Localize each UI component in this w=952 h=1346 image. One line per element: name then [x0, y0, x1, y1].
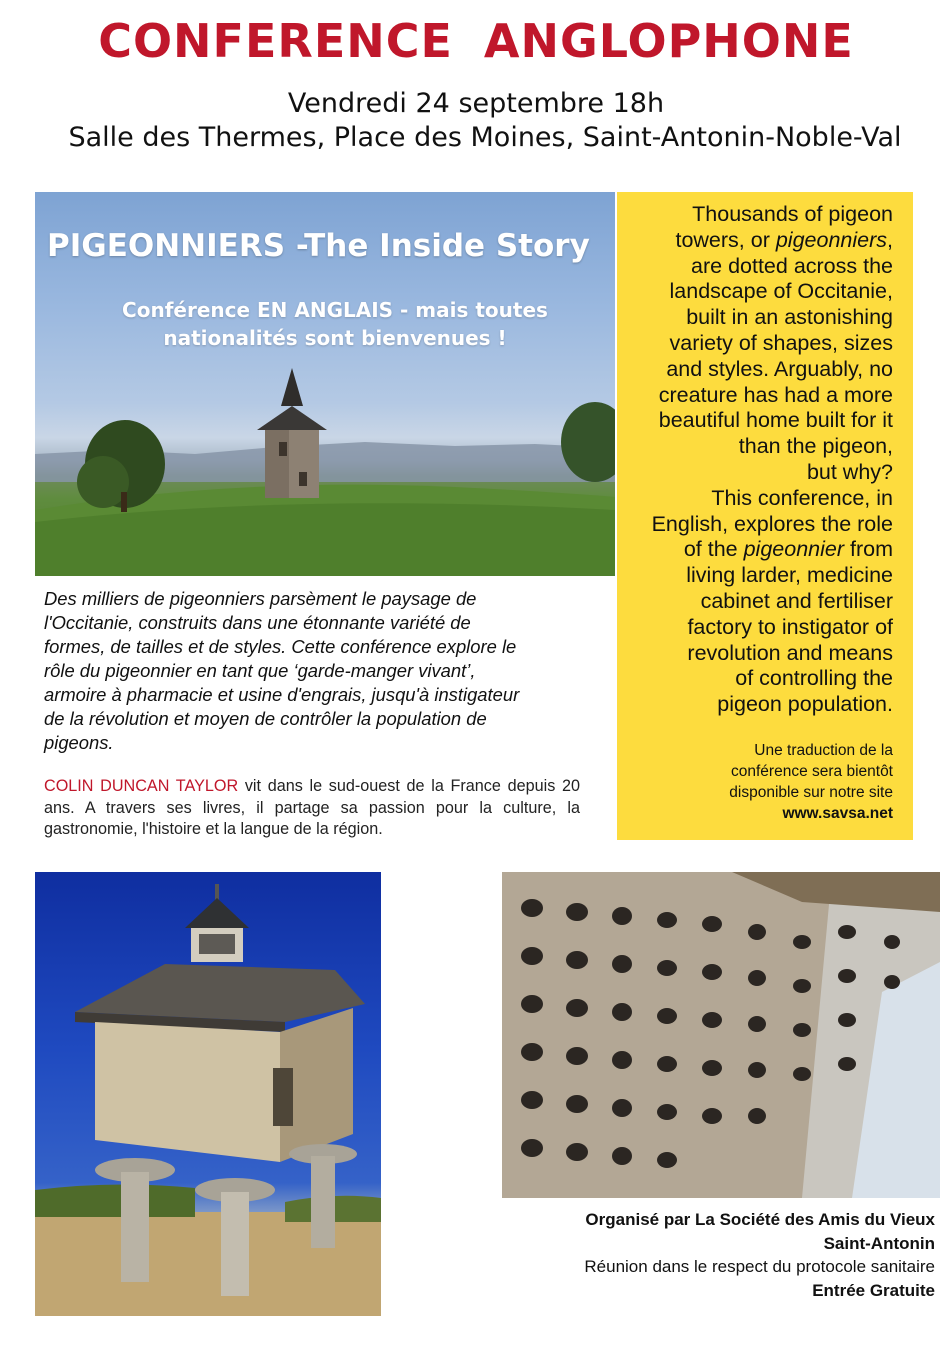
text-line: of the pigeonnier from	[683, 537, 893, 562]
text-line: disponible sur notre site	[729, 784, 893, 801]
text-line: cabinet and fertiliser	[700, 588, 893, 613]
french-description	[44, 587, 604, 755]
hero-subtitle	[55, 296, 615, 352]
text-line: l'Occitanie, construits dans une étonnante variété de	[44, 612, 471, 633]
text-line: formes, de tailles et de styles. Cette conférence explore le	[44, 636, 517, 657]
text-line: of controlling the	[735, 666, 893, 691]
translation-note	[637, 740, 893, 824]
english-summary-box	[617, 192, 913, 840]
text-line: are dotted across the	[691, 253, 893, 278]
pigeonnier-pillars-illustration	[35, 872, 381, 1316]
text-line: Une traduction de la	[754, 742, 893, 759]
text-line: Thousands of pigeon	[692, 202, 893, 226]
text-line: revolution and means	[687, 640, 893, 665]
text-line: English, explores the role	[651, 511, 893, 536]
text-line: This conference, in	[711, 485, 893, 510]
date-line: Vendredi 24 septembre 18h	[287, 88, 665, 119]
photo-pigeonnier-on-pillars	[35, 872, 381, 1316]
text-line: towers, or pigeonniers,	[675, 227, 893, 252]
protocol-line: Réunion dans le respect du protocole sanitaire	[584, 1257, 935, 1276]
text-line: but why?	[806, 459, 893, 484]
text-line: beautiful home built for it	[658, 408, 893, 433]
text-line: pigeons.	[44, 732, 114, 753]
italic-term: pigeonnier	[743, 537, 845, 562]
venue-line: Salle des Thermes, Place des Moines, Saint-Antonin-Noble-Val	[68, 122, 902, 153]
italic-term: pigeonniers	[775, 227, 888, 252]
text-line: conférence sera bientôt	[731, 763, 893, 780]
bio-text: vit dans le sud-ouest de la France depuis 20 ans. A travers ses livres, il partage sa passion pour la culture, la gastronomie, l'histoire et la langue de la région.	[44, 777, 580, 838]
organiser-line: Organisé par La Société des Amis du Vieux	[585, 1210, 935, 1229]
english-summary-text	[625, 202, 893, 718]
hero-subtitle-line: nationalités sont bienvenues !	[163, 326, 507, 350]
text-line: de la révolution et moyen de contrôler la population de	[44, 708, 487, 729]
website-link[interactable]: www.savsa.net	[782, 805, 893, 822]
text-line: and styles. Arguably, no	[666, 356, 893, 381]
photo-pigeonnier-interior-nests	[502, 872, 940, 1198]
text-line: armoire à pharmacie et usine d'engrais, jusqu'à instigateur	[44, 684, 520, 705]
text-line: variety of shapes, sizes	[669, 330, 893, 355]
text-line: creature has had a more	[658, 382, 893, 407]
text-line: Des milliers de pigeonniers parsèment le paysage de	[44, 588, 477, 609]
text-line: built in an astonishing	[686, 305, 893, 330]
page-title: CONFERENCE ANGLOPHONE	[98, 14, 854, 68]
speaker-name: COLIN DUNCAN TAYLOR	[44, 777, 239, 795]
hero-title: PIGEONNIERS -The Inside Story	[47, 228, 590, 264]
text-line: landscape of Occitanie,	[669, 279, 893, 304]
speaker-bio	[44, 776, 580, 841]
text-line: rôle du pigeonnier en tant que ‘garde-manger vivant’,	[44, 660, 476, 681]
text-line: factory to instigator of	[687, 614, 893, 639]
hero-photo-pigeonnier-field	[35, 192, 615, 576]
text-line: than the pigeon,	[738, 434, 893, 459]
text-line: pigeon population.	[717, 692, 893, 717]
organiser-line: Saint-Antonin	[823, 1233, 935, 1253]
text-line: living larder, medicine	[686, 563, 893, 588]
hero-subtitle-line: Conférence EN ANGLAIS - mais toutes	[122, 298, 548, 322]
footer-info	[440, 1208, 935, 1302]
entry-line: Entrée Gratuite	[812, 1280, 935, 1300]
nest-holes-illustration	[502, 872, 940, 1198]
